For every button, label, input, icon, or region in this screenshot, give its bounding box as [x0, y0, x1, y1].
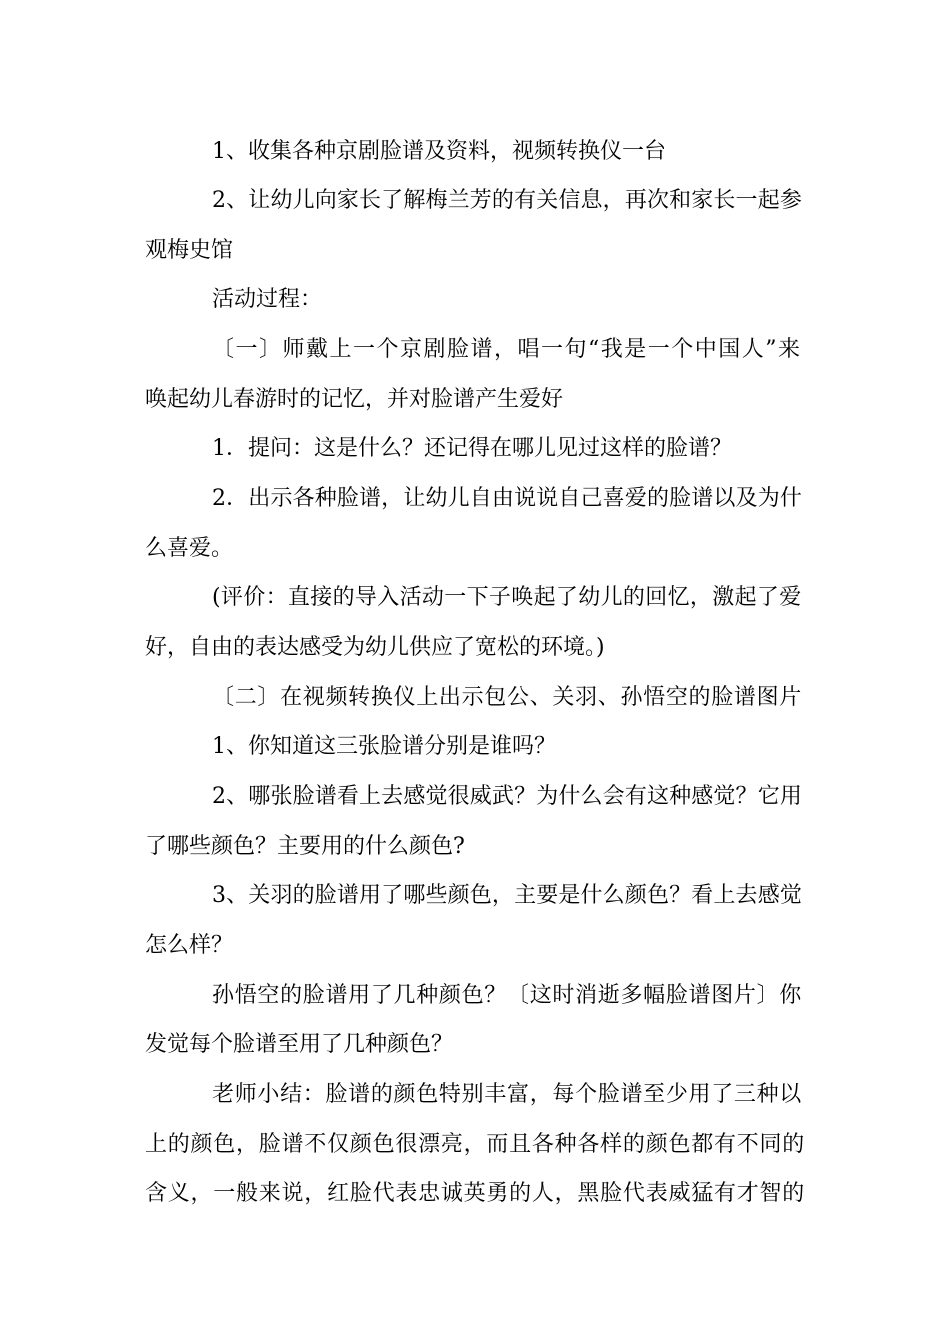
paragraph-line: 〔二〕在视频转换仪上出示包公、关羽、孙悟空的脸谱图片 — [212, 685, 803, 710]
paragraph-line: 1、你知道这三张脸谱分别是谁吗？ — [212, 734, 556, 759]
paragraph-line: 2、哪张脸谱看上去感觉很威武？为什么会有这种感觉？它用 — [212, 784, 802, 809]
paragraph-line: 3、关羽的脸谱用了哪些颜色，主要是什么颜色？看上去感觉 — [212, 883, 802, 908]
paragraph-line: 含义，一般来说，红脸代表忠诚英勇的人，黑脸代表威猛有才智的 — [145, 1181, 806, 1206]
paragraph-line: 怎么样？ — [145, 933, 234, 958]
paragraph-line: 2、让幼儿向家长了解梅兰芳的有关信息，再次和家长一起参 — [212, 188, 802, 213]
paragraph-line: 观梅史馆 — [145, 238, 234, 263]
paragraph-line: 孙悟空的脸谱用了几种颜色？〔这时消逝多幅脸谱图片〕你 — [212, 983, 803, 1008]
paragraph-line: 了哪些颜色？主要用的什么颜色? — [145, 834, 465, 859]
paragraph-line: 1．提问：这是什么？还记得在哪儿见过这样的脸谱？ — [212, 436, 732, 461]
paragraph-line: 〔一〕师戴上一个京剧脸谱，唱一句“我是一个中国人”来 — [212, 337, 802, 362]
paragraph-line: 发觉每个脸谱至用了几种颜色？ — [145, 1032, 454, 1057]
paragraph-line: 上的颜色，脸谱不仅颜色很漂亮，而且各种各样的颜色都有不同的 — [145, 1132, 806, 1157]
paragraph-line: 好，自由的表达感受为幼儿供应了宽松的环境。) — [145, 635, 605, 660]
paragraph-line: 2．出示各种脸谱，让幼儿自由说说自己喜爱的脸谱以及为什 — [212, 486, 802, 511]
paragraph-line: (评价：直接的导入活动一下子唤起了幼儿的回忆，激起了爱 — [212, 585, 802, 610]
paragraph-line: 么喜爱。 — [145, 536, 234, 561]
paragraph-line: 老师小结：脸谱的颜色特别丰富，每个脸谱至少用了三种以 — [212, 1082, 803, 1107]
paragraph-line: 活动过程： — [212, 287, 323, 312]
paragraph-line: 1、收集各种京剧脸谱及资料，视频转换仪一台 — [212, 139, 666, 164]
paragraph-line: 唤起幼儿春游时的记忆，并对脸谱产生爱好 — [145, 387, 564, 412]
